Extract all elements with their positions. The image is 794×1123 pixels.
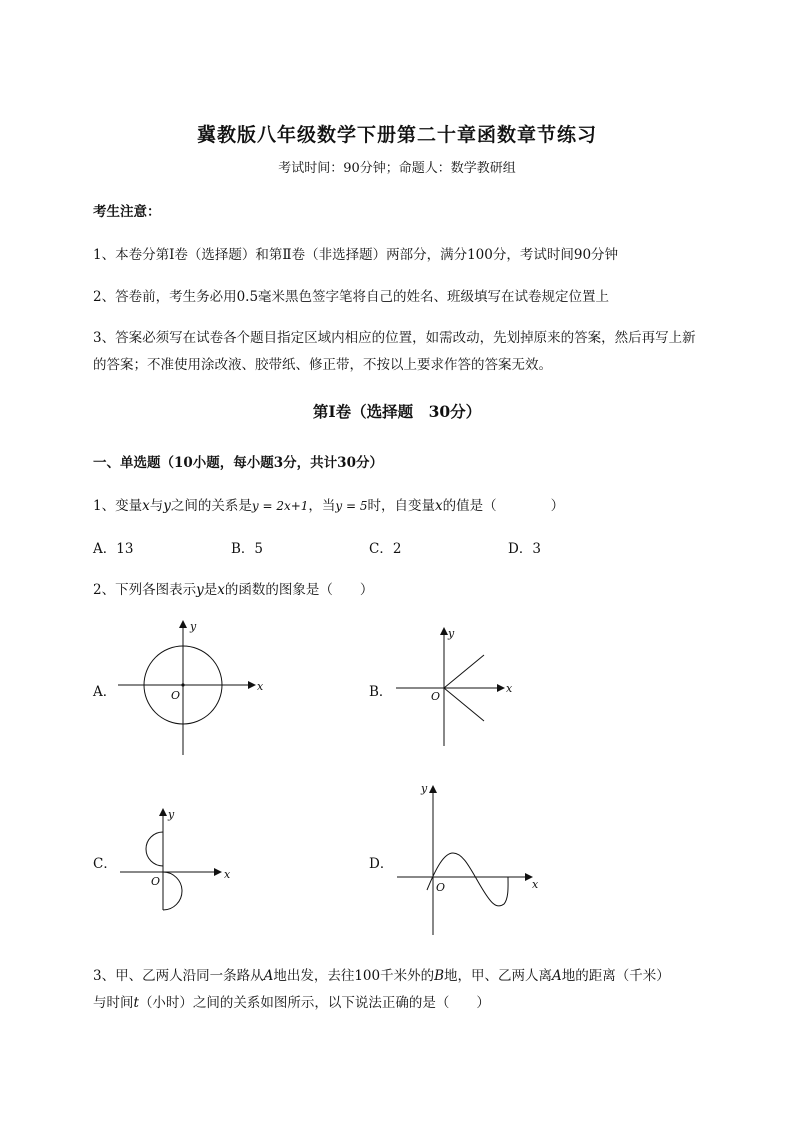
q2-figure-c	[115, 803, 245, 913]
notice-item-1: 1、本卷分第I卷（选择题）和第Ⅱ卷（非选择题）两部分，满分100分，考试时间90分钟	[93, 247, 619, 263]
q1-choice-b: B．5	[231, 541, 264, 557]
notice-item-2: 2、答卷前，考生务必用0.5毫米黑色签字笔将自己的姓名、班级填写在试卷规定位置上	[93, 289, 610, 305]
q2-option-c-label: C．	[93, 856, 117, 872]
q3-var-a2: A	[552, 968, 562, 984]
x-axis-label: x	[257, 680, 264, 693]
q3-text-4: 地的距离（千米）	[561, 968, 670, 984]
q3-text-1: 3、甲、乙两人沿同一条路从	[93, 968, 264, 984]
q2-figure-b	[390, 622, 530, 752]
q1-text-3: 之间的关系是	[170, 498, 252, 514]
origin-dot	[181, 683, 184, 686]
q3-var-b: B	[434, 968, 445, 984]
upper-ray	[444, 655, 484, 688]
q2-figure-a	[110, 615, 270, 760]
section-title: 第I卷（选择题 30分）	[312, 402, 482, 421]
q2-option-d-label: D．	[369, 856, 394, 872]
notice-item-3-continued: 的答案；不准使用涂改液、胶带纸、修正带，不按以上要求作答的答案无效。	[93, 357, 552, 373]
wave-curve	[427, 853, 508, 906]
q2-figure-d	[392, 780, 547, 940]
y-axis-label: y	[190, 620, 197, 633]
y-axis-label: y	[448, 627, 455, 640]
part-heading: 一、单选题（10小题，每小题3分，共计30分）	[93, 455, 383, 471]
q1-var-y: y	[163, 498, 171, 514]
q2-option-b-label: B．	[369, 684, 393, 700]
q3-text-2: 地出发，去往100千米外的	[273, 968, 435, 984]
q2-var-y: y	[196, 582, 204, 598]
exam-info: 考试时间：90分钟；命题人：数学教研组	[278, 161, 516, 176]
q3-text-3: 地，甲、乙两人离	[444, 968, 553, 984]
q3-text-5: 与时间	[93, 995, 134, 1011]
question-3-line-1	[93, 964, 670, 984]
q1-choice-a: A．13	[93, 541, 134, 557]
q3-var-t: t	[133, 995, 139, 1011]
x-axis-label: x	[532, 878, 539, 891]
q1-choice-c: C．2	[369, 541, 402, 557]
right-semicircle	[163, 872, 182, 910]
q2-text-3: 的函数的图象是（ ）	[224, 582, 374, 598]
question-2	[93, 578, 373, 598]
q2-option-a-label: A．	[93, 684, 117, 700]
question-3-line-2	[93, 991, 490, 1011]
left-semicircle	[146, 832, 163, 866]
notice-item-3: 3、答案必须写在试卷各个题目指定区域内相应的位置，如需改动，先划掉原来的答案，然后再写上新	[93, 330, 696, 346]
y-axis-label: y	[421, 782, 428, 795]
q1-choice-d: D．3	[508, 541, 541, 557]
notice-heading: 考生注意：	[93, 204, 161, 220]
y-axis-label: y	[168, 808, 175, 821]
page-title: 冀教版八年级数学下册第二十章函数章节练习	[196, 124, 597, 146]
origin-label: O	[171, 689, 181, 702]
q1-condition: y = 5	[335, 499, 368, 513]
origin-label: O	[151, 875, 161, 888]
question-1	[93, 494, 564, 514]
q1-var-x2: x	[435, 498, 443, 514]
origin-label: O	[436, 881, 446, 894]
q1-text-6: 的值是（ ）	[442, 498, 565, 514]
q3-text-6: （小时）之间的关系如图所示，以下说法正确的是（ ）	[138, 995, 490, 1011]
x-axis-label: x	[506, 682, 513, 695]
q1-var-x: x	[142, 498, 150, 514]
q2-text-1: 2、下列各图表示	[93, 582, 197, 598]
q2-text-2: 是	[203, 582, 218, 598]
x-axis-label: x	[224, 868, 231, 881]
q1-text-5: 时，自变量	[367, 498, 436, 514]
q1-text-2: 与	[149, 498, 164, 514]
lower-ray	[444, 688, 484, 721]
q1-text-4: ，当	[308, 498, 336, 514]
origin-label: O	[431, 690, 441, 703]
q1-equation: y = 2x+1	[251, 499, 309, 513]
q3-var-a: A	[263, 968, 274, 984]
q2-var-x: x	[217, 582, 225, 598]
q1-text-1: 1、变量	[93, 498, 143, 514]
